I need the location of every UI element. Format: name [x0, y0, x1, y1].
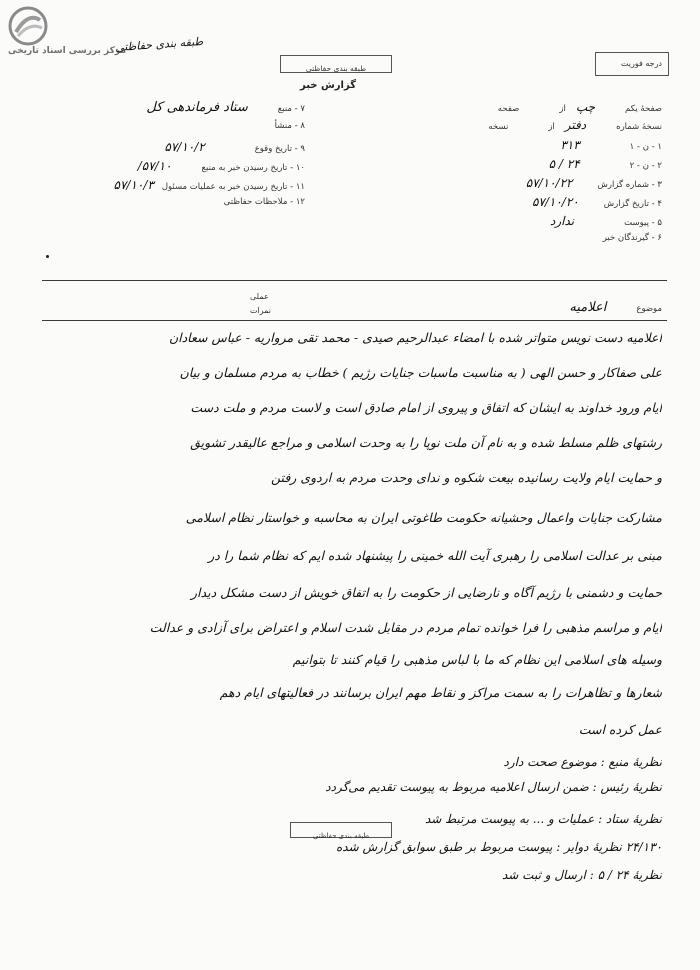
field-recipients: [593, 233, 662, 243]
ink-dot: [46, 255, 49, 258]
field-label: ۸ - منشأ: [274, 121, 305, 131]
top-scribble: طبقه بندی حفاظتی: [114, 34, 204, 55]
field-ops-received-date: [114, 178, 306, 192]
field-n2: [549, 157, 662, 171]
field-occurrence-date: [164, 140, 305, 154]
security-classification-label: طبقه بندی حفاظتی: [305, 64, 367, 73]
field-mid: از: [548, 122, 555, 132]
field-label: ۷ - منبع: [277, 104, 305, 114]
field-value: ۵۷/۱۰/: [137, 159, 172, 173]
footer-line: نظریهٔ منبع : موضوع صحت دارد: [503, 755, 662, 769]
field-value: چپ: [575, 100, 596, 114]
divider-top: [42, 280, 667, 281]
field-source: [146, 100, 305, 115]
body-line: شعارها و تظاهرات را به سمت مراکز و نقاط مهم ایران برسانند در فعالیتهای ایام دهم: [219, 685, 662, 700]
footer-line: نظریهٔ ستاد : عملیات و ... به پیوست مرتبط شد: [424, 812, 662, 826]
field-attachment: [550, 214, 662, 228]
field-mid: از: [559, 104, 566, 114]
priority-label: درجه فوریت: [620, 59, 662, 68]
subject-row: [569, 300, 662, 315]
body-line: ایام ورود خداوند به ایشان که اتفاق و پیروی از امام صادق است و لاست مردم و ملت دست: [190, 400, 662, 415]
field-security-notes: [214, 197, 305, 207]
body-line: وسیله های اسلامی این نظام که ما با لباس مذهبی را قیام کنند تا بتوانیم: [292, 652, 662, 667]
watermark-text: مرکز بررسی اسناد تاریخی: [8, 46, 127, 56]
field-label: ۴ - تاریخ گزارش: [603, 199, 662, 209]
field-value: ستاد فرماندهی کل: [146, 100, 248, 115]
form-title: گزارش خبر: [300, 80, 357, 91]
field-label: ۵ - پیوست: [624, 218, 662, 228]
body-line: ایام و مراسم مذهبی را فرا خوانده تمام مردم در مقابل شدت اسلام و اعتراض برای آزادی و عدالت: [149, 620, 662, 635]
body-line: عمل کرده است: [578, 722, 662, 737]
field-label: ۱ - ن - ۱: [629, 142, 662, 152]
body-line: مبنی بر عدالت اسلامی را رهبری آیت الله خمینی را پیشنهاد شده ایم که نظام شما را در: [208, 548, 662, 563]
subject-side-note-2: نمرات: [250, 306, 272, 315]
body-line: اعلامیه دست نویس متواتر شده با امضاء عبدالرحیم صیدی - محمد تقی مرواریه - عباس سعادان: [168, 330, 662, 345]
field-label: ۱۰ - تاریخ رسیدن خبر به منبع: [201, 163, 305, 173]
footer-line: نظریهٔ رئیس : ضمن ارسال اعلامیه مربوط به پیوست تقدیم می‌گردد: [325, 780, 662, 794]
field-label: ۶ - گیرندگان خبر: [602, 233, 662, 243]
field-report-date: [532, 195, 662, 209]
footer-classification-label: طبقه بندی حفاظتی: [312, 832, 370, 840]
body-line: علی صفاکار و حسن الهی ( به مناسبت ماسبات جنایات رژیم ) خطاب به مردم مسلمان و بیان: [179, 365, 662, 380]
field-label: ۹ - تاریخ وقوع: [254, 144, 305, 154]
subject-side-note-1: عملی: [250, 292, 269, 301]
field-source-received-date: [138, 159, 305, 173]
field-n1: [560, 138, 662, 152]
field-unit: صفحه: [497, 104, 520, 114]
divider-subject: [42, 320, 667, 321]
priority-box: [595, 52, 669, 76]
field-value: ندارد: [550, 214, 575, 228]
field-page: [498, 100, 662, 114]
field-origin: [265, 121, 305, 131]
field-label: ۱۲ - ملاحظات حفاظتی: [223, 197, 305, 207]
body-line: و حمایت ایام ولایت رسانیده بیعت شکوه و ندای وحدت مردم به اردوی رفتن: [271, 470, 662, 485]
field-label: صفحهٔ یکم: [625, 104, 662, 114]
subject-label: موضوع: [636, 304, 662, 314]
field-label: ۲ - ن - ۲: [629, 161, 662, 171]
body-line: حمایت و دشمنی با رژیم آگاه و نارضایی از حکومت را به اتفاق خویش از دست مشکل دیدار: [191, 585, 662, 600]
security-classification-box: [280, 55, 392, 73]
subject-value: اعلامیه: [569, 300, 607, 315]
footer-classification-box: [290, 822, 392, 838]
field-unit: نسخه: [488, 122, 509, 132]
field-value: ۵۷/۱۰/۲۲: [525, 176, 573, 190]
body-line: رشتهای ظلم مسلط شده و به نام آن ملت نوپا را به وحدت اسلامی و مراجع عالیقدر تشویق: [190, 435, 662, 450]
field-value: ۵۷/۱۰/۲: [164, 140, 205, 154]
archive-logo-icon: [8, 6, 48, 46]
footer-line: نظریهٔ ۲۴ / ۵ : ارسال و ثبت شد: [502, 868, 662, 882]
field-label: نسخهٔ شماره: [616, 122, 662, 132]
field-copy: [488, 118, 662, 132]
field-value: دفتر: [564, 118, 587, 132]
field-value: ۲۴ / ۵: [548, 157, 580, 171]
field-label: ۱۱ - تاریخ رسیدن خبر به عملیات مسئول: [161, 182, 305, 192]
field-value: ۵۷/۱۰/۲۰: [531, 195, 579, 209]
field-label: ۳ - شماره گزارش: [597, 180, 662, 190]
body-line: مشارکت جنایات واعمال وحشیانه حکومت طاغوتی ایران به محاسبه و خواستار نظام اسلامی: [185, 510, 662, 525]
field-value: ۵۷/۱۰/۳: [113, 178, 154, 192]
field-report-number: [526, 176, 662, 190]
footer-line: ۲۴/۱۳۰ نظریهٔ دوایر : پیوست مربوط بر طبق سوابق گزارش شده: [336, 840, 662, 854]
field-value: ۳۱۳: [560, 138, 580, 152]
